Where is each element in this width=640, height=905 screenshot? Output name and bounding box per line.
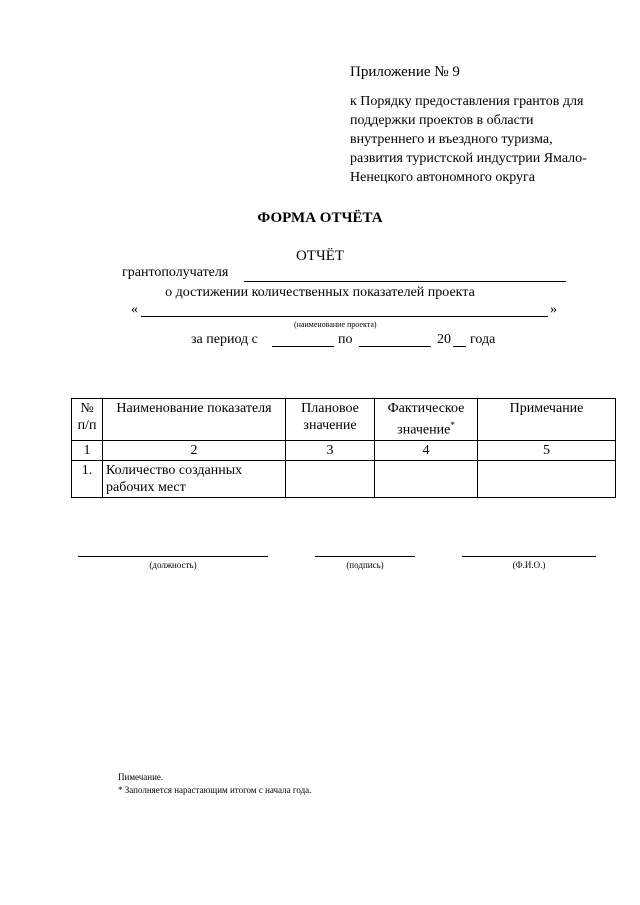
planned-value-cell[interactable] [286, 460, 375, 497]
period-from-line[interactable] [272, 346, 334, 347]
position-line[interactable] [78, 556, 268, 557]
form-title: ФОРМА ОТЧЁТА [257, 210, 383, 226]
header-actual-label: Фактическое значение [387, 401, 465, 438]
project-caption: (наименование проекта) [294, 320, 377, 329]
full-name-line[interactable] [462, 556, 596, 557]
achievement-text: о достижении количественных показателей проекта [165, 285, 475, 300]
indicator-name: Количество созданных рабочих мест [103, 460, 286, 497]
indicators-table [71, 398, 616, 498]
actual-value-cell[interactable] [375, 460, 478, 497]
period-to-line[interactable] [359, 346, 431, 347]
header-number: № п/п [72, 399, 103, 441]
header-planned: Плановое значение [286, 399, 375, 441]
row-number: 1. [72, 460, 103, 497]
footnote-mark: * [450, 420, 455, 430]
column-number: 1 [72, 440, 103, 460]
period-year-suffix: года [470, 332, 496, 347]
column-number: 4 [375, 440, 478, 460]
full-name-caption: (Ф.И.О.) [512, 560, 546, 570]
appendix-text [350, 92, 620, 187]
header-actual [375, 399, 478, 441]
header-indicator: Наименование показателя [103, 399, 286, 441]
header-note: Примечание [478, 399, 616, 441]
table-row [72, 460, 616, 497]
note-cell[interactable] [478, 460, 616, 497]
recipient-line[interactable] [244, 281, 566, 282]
period-prefix: за период с [191, 332, 258, 347]
table-number-row [72, 440, 616, 460]
period-year-prefix: 20 [437, 332, 451, 347]
appendix-line: развития туристской индустрии Ямало- [350, 151, 587, 166]
note-title: Пимечание. [118, 772, 164, 782]
signature-line[interactable] [315, 556, 415, 557]
quote-open: « [131, 302, 138, 317]
quote-close: » [550, 302, 557, 317]
table-header-row [72, 399, 616, 441]
appendix-title: Приложение № 9 [350, 64, 460, 80]
column-number: 3 [286, 440, 375, 460]
column-number: 5 [478, 440, 616, 460]
period-year-line[interactable] [453, 346, 466, 347]
appendix-line: поддержки проектов в области [350, 113, 534, 128]
signature-caption: (подпись) [346, 560, 384, 570]
appendix-line: к Порядку предоставления грантов для [350, 94, 584, 109]
appendix-line: Ненецкого автономного округа [350, 170, 535, 185]
note-text: * Заполняется нарастающим итогом с начала года. [118, 785, 312, 795]
column-number: 2 [103, 440, 286, 460]
position-caption: (должность) [149, 560, 197, 570]
report-title: ОТЧЁТ [295, 248, 345, 264]
appendix-line: внутреннего и въездного туризма, [350, 132, 553, 147]
period-to-label: по [338, 332, 353, 347]
project-name-line[interactable] [141, 316, 548, 317]
recipient-label: грантополучателя [122, 265, 229, 280]
